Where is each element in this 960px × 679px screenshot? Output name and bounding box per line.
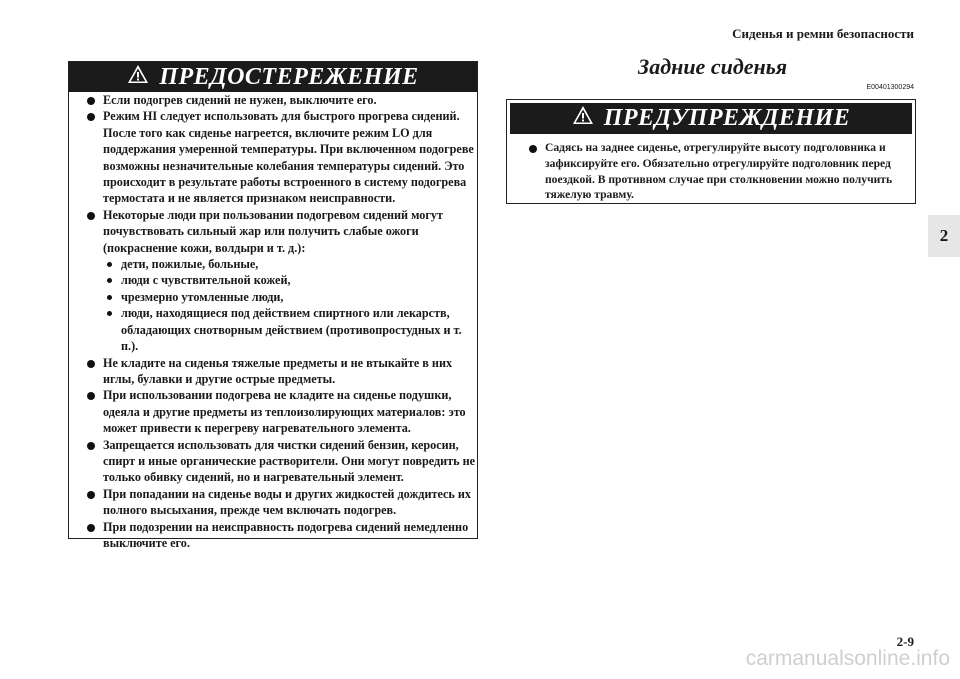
bullet-dot-icon <box>87 360 95 368</box>
caution-item-text: При подозрении на неисправность подогрева сидений немедленно выключите его. <box>103 519 469 550</box>
warning-header <box>510 103 912 134</box>
bullet-dot-icon <box>87 97 95 105</box>
caution-subitem-text: дети, пожилые, больные, <box>121 257 259 272</box>
bullet-dot-icon <box>87 442 95 450</box>
caution-item <box>69 519 477 552</box>
warning-triangle-icon <box>572 105 594 132</box>
caution-item-text: Некоторые люди при пользовании подогревом сидений могут почувствовать сильный жар или получить слабые ожоги (покраснение кожи, волдыри и т. д.): <box>103 207 443 255</box>
caution-item-text: При попадании на сиденье воды и других жидкостей дождитесь их полного высыхания, прежде чем включать подогрев. <box>103 486 472 518</box>
caution-item-text: Режим HI следует использовать для быстрого прогрева сидений. После того как сиденье нагреется, включите режим LO для поддержания умеренной температуры. При включенном подогреве возможны незначительные колебания температуры сидений. Это происходит в результате работы встроенного в систему подогрева термостата и не является признаком неисправности. <box>103 109 474 206</box>
bullet-dot-icon <box>87 113 95 121</box>
chapter-tab: 2 <box>928 215 960 257</box>
warning-box <box>506 99 916 204</box>
caution-item <box>69 355 477 388</box>
warning-triangle-icon <box>127 64 149 91</box>
caution-item <box>69 92 477 108</box>
bullet-dot-icon <box>529 145 537 153</box>
small-bullet-icon <box>107 278 112 283</box>
caution-item <box>69 437 477 486</box>
caution-item <box>69 486 477 519</box>
watermark: carmanualsonline.info <box>745 647 950 670</box>
warning-item-text: Садясь на заднее сиденье, отрегулируйте высоту подголовника и зафиксируйте его. Обязательно отрегулируйте подголовник перед поездкой. В противном случае при столкновении можно получить тяжелую травму. <box>545 141 893 202</box>
running-head: Сиденья и ремни безопасности <box>732 26 914 41</box>
caution-item-text: Если подогрев сидений не нужен, выключите его. <box>103 93 377 107</box>
bullet-dot-icon <box>87 392 95 400</box>
caution-sublist <box>103 256 477 354</box>
caution-item <box>69 207 477 355</box>
section-code: E00401300294 <box>866 84 914 91</box>
caution-item <box>69 387 477 436</box>
page-number: 2-9 <box>896 634 914 649</box>
small-bullet-icon <box>107 262 112 267</box>
caution-subitem <box>103 289 477 305</box>
caution-subitem <box>103 305 477 354</box>
bullet-dot-icon <box>87 212 95 220</box>
caution-title: ПРЕДОСТЕРЕЖЕНИЕ <box>159 63 419 90</box>
warning-list <box>507 134 915 203</box>
caution-header <box>69 62 477 92</box>
caution-subitem-text: люди, находящиеся под действием спиртного или лекарств, обладающих снотворным действием (противопростудных и т. п.). <box>121 306 462 354</box>
caution-item-text: Не кладите на сиденья тяжелые предметы и не втыкайте в них иглы, булавки и другие острые предметы. <box>103 355 453 386</box>
caution-item-text: Запрещается использовать для чистки сидений бензин, керосин, спирт и иные органические растворители. Они могут повредить не только обивку сидений, но и нагревательный элемент. <box>103 437 476 485</box>
caution-item <box>69 108 477 206</box>
caution-subitem <box>103 256 477 272</box>
caution-subitem-text: чрезмерно утомленные люди, <box>121 289 284 304</box>
caution-subitem <box>103 272 477 288</box>
caution-item-text: При использовании подогрева не кладите на сиденье подушки, одеяла и другие предметы из теплоизолирующих материалов: это может привести к перегреву нагревательного элемента. <box>103 388 466 436</box>
warning-item <box>507 140 915 203</box>
caution-box <box>68 61 478 550</box>
small-bullet-icon <box>107 311 112 316</box>
caution-subitem-text: люди с чувствительной кожей, <box>121 273 291 288</box>
caution-list <box>69 92 477 551</box>
warning-title: ПРЕДУПРЕЖДЕНИЕ <box>603 105 851 131</box>
small-bullet-icon <box>107 295 112 300</box>
bullet-dot-icon <box>87 524 95 532</box>
section-title: Задние сиденья <box>638 54 788 79</box>
bullet-dot-icon <box>87 491 95 499</box>
